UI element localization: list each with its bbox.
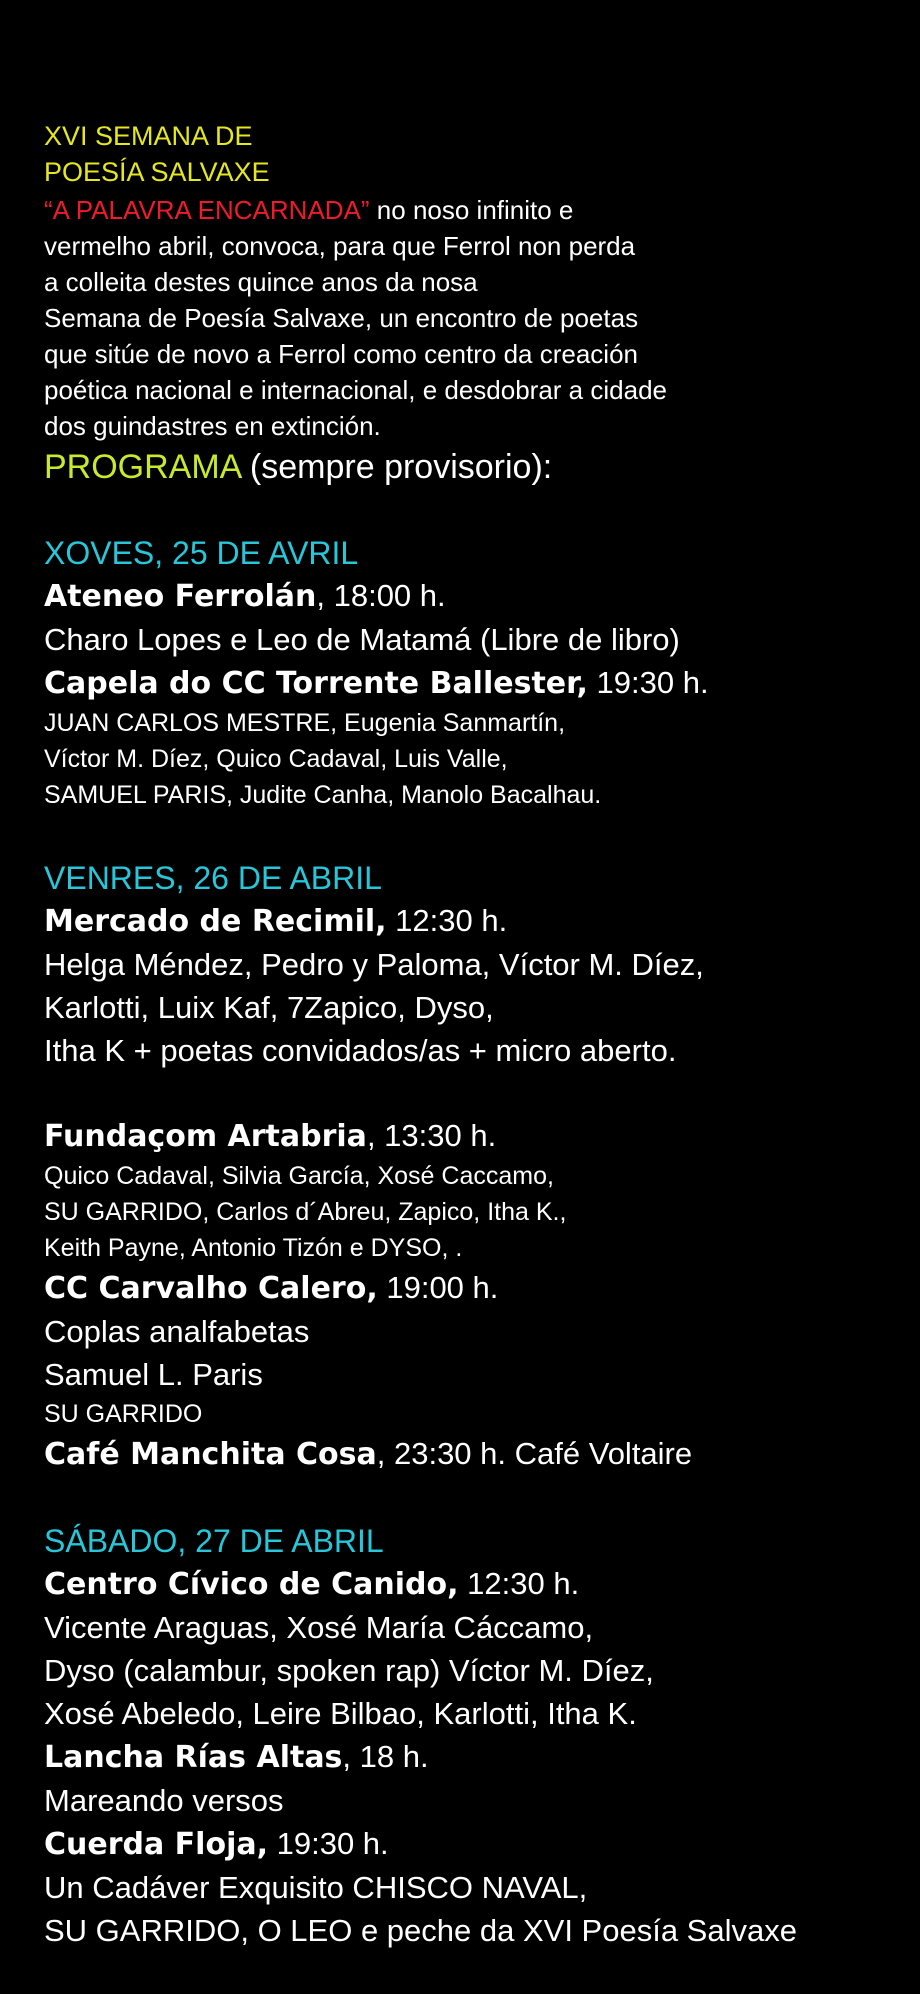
day-saturday — [44, 1520, 920, 1952]
intro-line: poética nacional e internacional, e desdobrar a cidade — [44, 375, 667, 405]
participants-line: Dyso (calambur, spoken rap) Víctor M. Díez, — [44, 1653, 654, 1688]
venue-time: 19:30 h. — [268, 1826, 389, 1861]
participants-line: SU GARRIDO — [44, 1400, 203, 1428]
title-line-1: XVI SEMANA DE — [44, 121, 253, 151]
venue-line — [44, 574, 920, 618]
venue-line — [44, 661, 920, 705]
day-heading: XOVES, 25 DE AVRIL — [44, 535, 359, 571]
venue-time: , 13:30 h. — [366, 1118, 497, 1153]
day-heading: SÁBADO, 27 DE ABRIL — [44, 1523, 384, 1559]
participants-line: SU GARRIDO, O LEO e peche da XVI Poesía Salvaxe — [44, 1913, 797, 1948]
title-line-2: POESÍA SALVAXE — [44, 157, 270, 187]
participants-line: Helga Méndez, Pedro y Paloma, Víctor M. Díez, — [44, 947, 704, 982]
venue-name: Café Manchita Cosa — [44, 1437, 377, 1472]
venue-line — [44, 1562, 920, 1606]
participants-line: SU GARRIDO, Carlos d´Abreu, Zapico, Itha K., — [44, 1198, 567, 1226]
participants-line: Coplas analfabetas — [44, 1314, 310, 1349]
venue-line — [44, 899, 920, 943]
intro-line: vermelho abril, convoca, para que Ferrol non perda — [44, 231, 636, 261]
participants-line: Charo Lopes e Leo de Matamá (Libre de libro) — [44, 622, 680, 657]
venue-line — [44, 1432, 920, 1476]
intro-line: que sitúe de novo a Ferrol como centro da creación — [44, 339, 639, 369]
participants-line: Samuel L. Paris — [44, 1357, 263, 1392]
participants-line: Víctor M. Díez, Quico Cadaval, Luis Valle, — [44, 745, 508, 773]
venue-time: 12:30 h. — [458, 1566, 580, 1601]
venue-name: Cuerda Floja, — [44, 1827, 268, 1862]
programa-label: PROGRAMA — [44, 448, 241, 486]
participants-line: Vicente Araguas, Xosé María Cáccamo, — [44, 1610, 594, 1645]
venue-line — [44, 1735, 920, 1779]
venue-time: 19:30 h. — [587, 665, 709, 700]
venue-line — [44, 1266, 920, 1310]
header-section — [44, 118, 920, 488]
intro-line — [44, 192, 920, 228]
participants-line: Quico Cadaval, Silvia García, Xosé Caccamo, — [44, 1162, 554, 1190]
participants-line: Mareando versos — [44, 1783, 284, 1818]
intro-line: dos guindastres en extinción. — [44, 411, 381, 441]
spacer — [44, 1072, 920, 1114]
venue-line — [44, 1822, 920, 1866]
participants-line: Karlotti, Luix Kaf, 7Zapico, Dyso, — [44, 990, 494, 1025]
venue-name: Lancha Rías Altas — [44, 1740, 343, 1775]
intro-line-rest: no noso infinito e — [369, 195, 574, 225]
participants-line: Un Cadáver Exquisito CHISCO NAVAL, — [44, 1870, 588, 1905]
venue-time: , 18:00 h. — [316, 578, 446, 613]
programa-note: (sempre provisorio): — [240, 448, 553, 486]
participants-line: Xosé Abeledo, Leire Bilbao, Karlotti, Itha K. — [44, 1696, 637, 1731]
venue-name: Mercado de Recimil, — [44, 904, 387, 939]
venue-time: 19:00 h. — [377, 1270, 499, 1305]
venue-time: 12:30 h. — [386, 903, 508, 938]
day-thursday — [44, 532, 920, 813]
participants-line: Itha K + poetas convidados/as + micro aberto. — [44, 1033, 677, 1068]
programa-heading — [44, 446, 920, 488]
intro-paragraph — [44, 192, 920, 444]
participants-line: JUAN CARLOS MESTRE, Eugenia Sanmartín, — [44, 709, 566, 737]
venue-time: , 18 h. — [342, 1739, 429, 1774]
participants-line: SAMUEL PARIS, Judite Canha, Manolo Bacalhau. — [44, 781, 602, 809]
day-heading: VENRES, 26 DE ABRIL — [44, 860, 382, 896]
venue-name: CC Carvalho Calero, — [44, 1271, 378, 1306]
venue-name: Fundaçom Artabria — [44, 1119, 367, 1154]
venue-name: Centro Cívico de Canido, — [44, 1567, 459, 1602]
participants-line: Keith Payne, Antonio Tizón e DYSO, . — [44, 1234, 463, 1262]
venue-line — [44, 1114, 920, 1158]
day-friday — [44, 857, 920, 1476]
intro-line: a colleita destes quince anos da nosa — [44, 267, 478, 297]
venue-time: , 23:30 h. Café Voltaire — [376, 1436, 693, 1471]
venue-name: Ateneo Ferrolán — [44, 579, 317, 614]
venue-name: Capela do CC Torrente Ballester, — [44, 666, 588, 701]
intro-highlight: “A PALAVRA ENCARNADA” — [44, 195, 370, 225]
intro-line: Semana de Poesía Salvaxe, un encontro de poetas — [44, 303, 639, 333]
